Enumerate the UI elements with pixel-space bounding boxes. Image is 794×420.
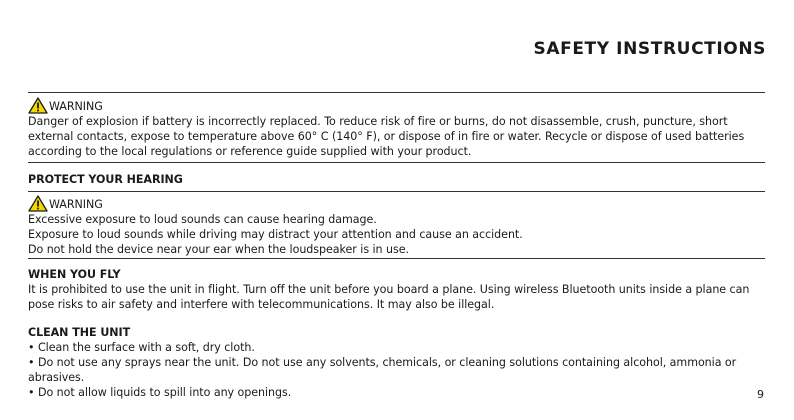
warning-label: WARNING — [49, 100, 103, 113]
hearing-heading-block — [28, 172, 768, 187]
fly-text: It is prohibited to use the unit in flight. Turn off the unit before you board a plane. Using wireless Bluetooth units inside a plane can pose risks to air safety and interfere with telecommunications. It may also be illegal. — [28, 283, 750, 311]
fly-heading: WHEN YOU FLY — [28, 268, 121, 281]
warning-triangle-icon — [28, 195, 48, 212]
divider — [28, 162, 765, 163]
battery-warning-text: Danger of explosion if battery is incorrectly replaced. To reduce risk of fire or burns, do not disassemble, crush, puncture, short external contacts, expose to temperature above 60° C (140° F), or dispose of in fire or water. Recycle or dispose of used batteries according to the local regulations or reference guide supplied with your product. — [28, 115, 745, 158]
hearing-line: Do not hold the device near your ear when the loudspeaker is in use. — [28, 243, 409, 256]
warning-triangle-icon — [28, 97, 48, 114]
clean-item: • Do not allow liquids to spill into any openings. — [28, 386, 292, 399]
battery-warning-section — [28, 96, 768, 159]
clean-item: • Do not use any sprays near the unit. Do not use any solvents, chemicals, or cleaning solutions containing alcohol, ammonia or abrasives. — [28, 356, 737, 384]
divider — [28, 191, 765, 192]
warning-header — [28, 96, 768, 114]
divider — [28, 92, 765, 93]
hearing-warning-section — [28, 194, 768, 257]
hearing-line: Excessive exposure to loud sounds can cause hearing damage. — [28, 213, 377, 226]
page-title: SAFETY INSTRUCTIONS — [533, 39, 766, 59]
clean-section — [28, 325, 768, 400]
hearing-line: Exposure to loud sounds while driving may distract your attention and cause an accident. — [28, 228, 523, 241]
page-number: 9 — [757, 388, 764, 401]
fly-section — [28, 267, 768, 312]
clean-item: • Clean the surface with a soft, dry cloth. — [28, 341, 255, 354]
divider — [28, 258, 765, 259]
clean-heading: CLEAN THE UNIT — [28, 326, 131, 339]
hearing-heading: PROTECT YOUR HEARING — [28, 173, 183, 186]
warning-label: WARNING — [49, 198, 103, 211]
warning-header — [28, 194, 768, 212]
